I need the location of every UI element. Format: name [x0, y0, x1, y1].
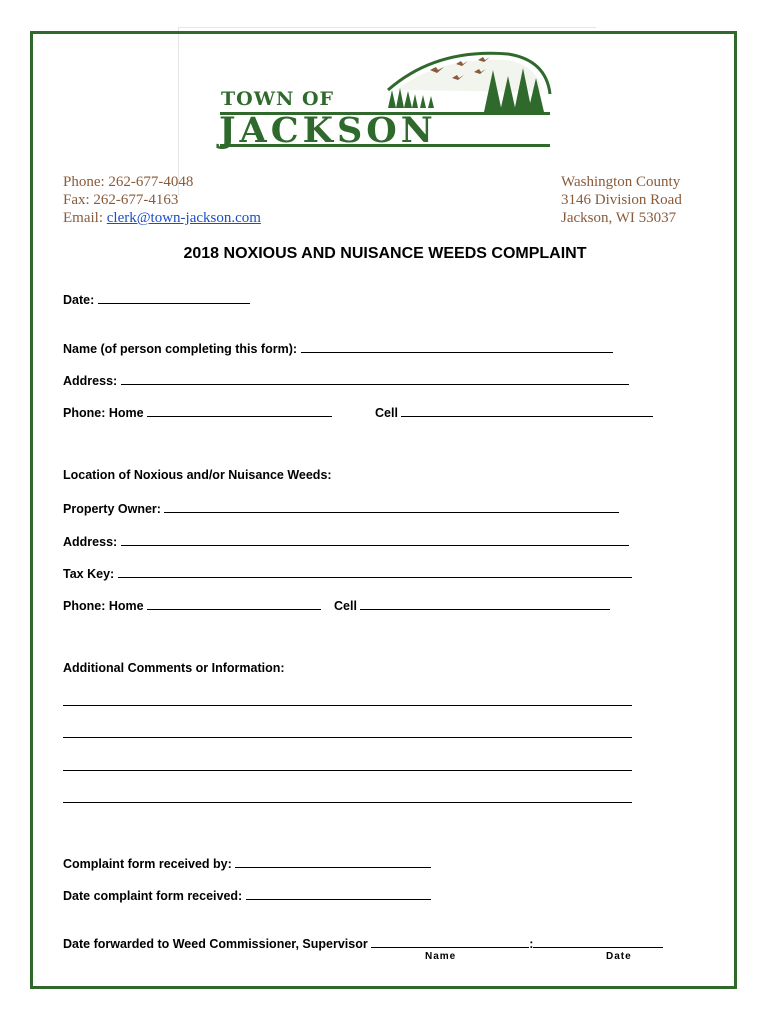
comments-field-3[interactable] [63, 758, 632, 771]
received-by-row [63, 855, 431, 871]
forwarded-colon: : [529, 937, 534, 951]
email-row [63, 209, 261, 227]
date-received-field[interactable] [246, 887, 431, 900]
phone-home2-field[interactable] [147, 597, 321, 610]
forwarded-label: Date forwarded to Weed Commissioner, Supervisor [63, 937, 368, 951]
name-field[interactable] [301, 340, 613, 353]
cell2-field[interactable] [360, 597, 610, 610]
date-caption: Date [606, 951, 632, 962]
phone-home2-label: Phone: Home [63, 599, 144, 613]
taxkey-row [63, 565, 632, 581]
comments-line-2 [63, 725, 632, 741]
owner-label: Property Owner: [63, 502, 161, 516]
comments-line-1 [63, 693, 632, 709]
address-label: Address: [63, 374, 118, 388]
forwarded-row [63, 935, 663, 951]
comments-line-4 [63, 790, 632, 806]
received-by-label: Complaint form received by: [63, 857, 232, 871]
phone-row [63, 404, 653, 420]
date-received-label: Date complaint form received: [63, 889, 243, 903]
taxkey-label: Tax Key: [63, 567, 115, 581]
name-label: Name (of person completing this form): [63, 342, 298, 356]
comments-field-2[interactable] [63, 725, 632, 738]
name-row [63, 340, 613, 356]
logo-jackson: JACKSON [219, 110, 437, 151]
phone-home-field[interactable] [147, 404, 332, 417]
logo-town-of: TOWN OF [221, 88, 335, 110]
received-by-field[interactable] [235, 855, 431, 868]
owner-field[interactable] [164, 500, 619, 513]
city-text: Jackson, WI 53037 [561, 210, 677, 226]
cell-field[interactable] [401, 404, 653, 417]
taxkey-field[interactable] [118, 565, 632, 578]
contact-left [63, 173, 261, 227]
phone2-row [63, 597, 610, 613]
phone-text: Phone: 262-677-4048 [63, 174, 194, 190]
address2-row [63, 533, 629, 549]
comments-field-4[interactable] [63, 790, 632, 803]
form-title: 2018 NOXIOUS AND NUISANCE WEEDS COMPLAINT [183, 245, 587, 262]
address2-field[interactable] [121, 533, 629, 546]
owner-row [63, 500, 619, 516]
cell-label: Cell [375, 406, 398, 420]
date-field[interactable] [98, 291, 250, 304]
location-heading: Location of Noxious and/or Nuisance Weeds: [63, 468, 332, 482]
comments-heading: Additional Comments or Information: [63, 661, 285, 675]
date-row [63, 291, 250, 307]
contact-right [561, 173, 682, 227]
address-row [63, 372, 629, 388]
name-caption: Name [425, 951, 457, 962]
county-text: Washington County [561, 174, 681, 190]
fax-text: Fax: 262-677-4163 [63, 192, 179, 208]
forwarded-name-field[interactable] [371, 935, 529, 948]
phone-home-label: Phone: Home [63, 406, 144, 420]
email-link[interactable]: clerk@town-jackson.com [106, 210, 261, 226]
comments-line-3 [63, 758, 632, 774]
forwarded-date-field[interactable] [533, 935, 663, 948]
cell2-label: Cell [334, 599, 357, 613]
email-label: Email: [63, 210, 107, 226]
date-received-row [63, 887, 431, 903]
comments-field-1[interactable] [63, 693, 632, 706]
date-label: Date: [63, 293, 95, 307]
address2-label: Address: [63, 535, 118, 549]
top-rule [178, 27, 596, 28]
address-field[interactable] [121, 372, 629, 385]
street-text: 3146 Division Road [561, 192, 682, 208]
